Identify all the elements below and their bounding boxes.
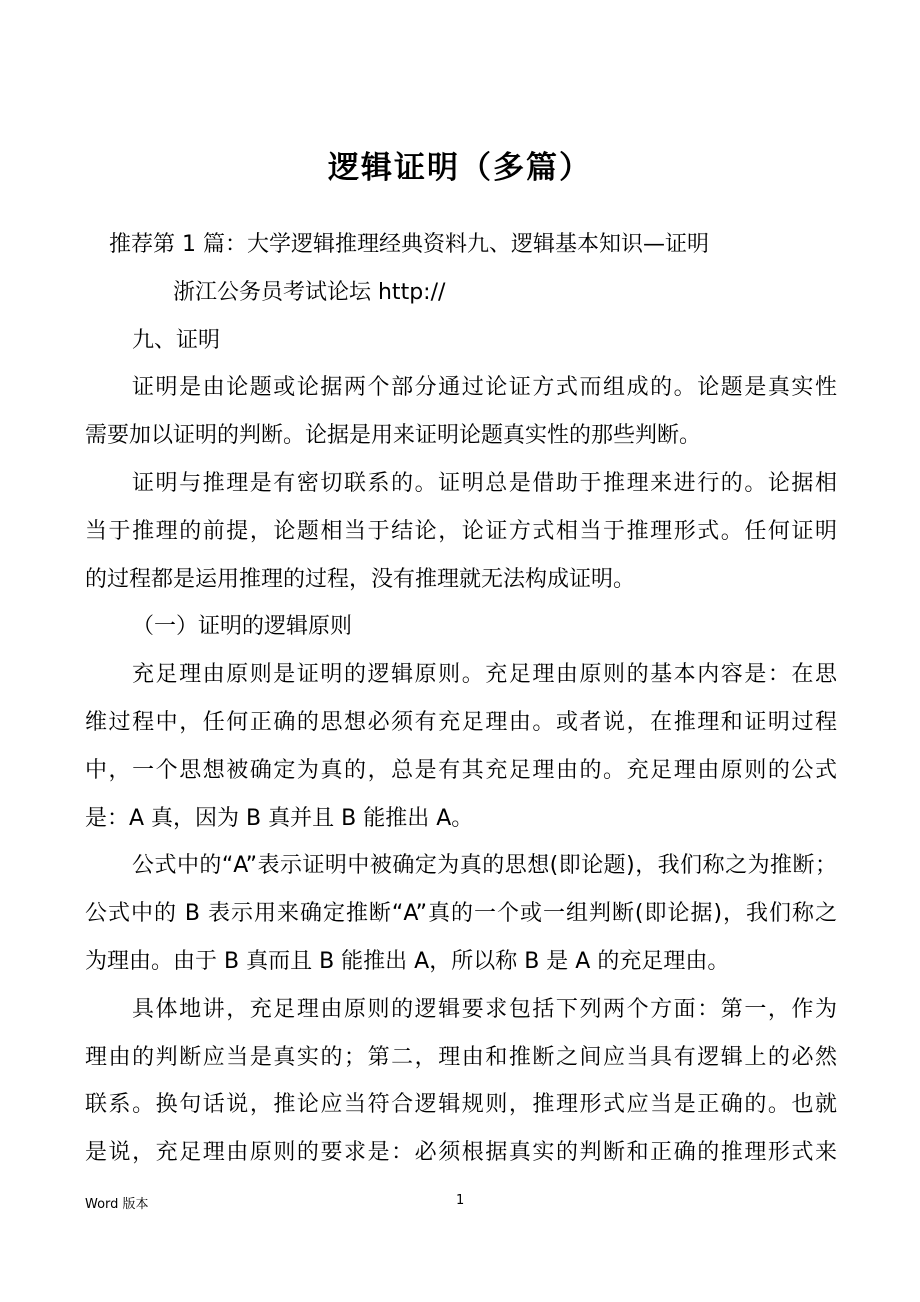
paragraph-line: 是：A 真，因为 B 真并且 B 能推出 A。: [85, 805, 474, 831]
paragraph-line: 公式中的 B 表示用来确定推断“A”真的一个或一组判断(即论据)，我们称之: [85, 901, 837, 927]
paragraph-line: 证明与推理是有密切联系的。证明总是借助于推理来进行的。论据相: [132, 470, 837, 496]
paragraph-line: 需要加以证明的判断。论据是用来证明论题真实性的那些判断。: [85, 423, 702, 449]
paragraph-line: 充足理由原则是证明的逻辑原则。充足理由原则的基本内容是：在思: [132, 662, 837, 688]
paragraph-line: 证明是由论题或论据两个部分通过论证方式而组成的。论题是真实性: [132, 375, 837, 401]
document-body: [85, 221, 837, 1177]
paragraph-line: 当于推理的前提，论题相当于结论，论证方式相当于推理形式。任何证明: [85, 518, 837, 544]
paragraph-line: 为理由。由于 B 真而且 B 能推出 A，所以称 B 是 A 的充足理由。: [85, 948, 730, 974]
paragraph-line: 具体地讲，充足理由原则的逻辑要求包括下列两个方面：第一，作为: [132, 996, 837, 1022]
subsection-heading: （一）证明的逻辑原则: [132, 614, 353, 640]
paragraph-line: 理由的判断应当是真实的；第二，理由和推断之间应当具有逻辑上的必然: [85, 1044, 837, 1070]
paragraph-line: 联系。换句话说，推论应当符合逻辑规则，推理形式应当是正确的。也就: [85, 1092, 837, 1118]
source-line: 浙江公务员考试论坛 http://: [173, 279, 446, 305]
paragraph-line: 公式中的“A”表示证明中被确定为真的思想(即论题)，我们称之为推断；: [132, 853, 837, 879]
paragraph-line: 中，一个思想被确定为真的，总是有其充足理由的。充足理由原则的公式: [85, 757, 837, 783]
page-number: 1: [456, 1193, 465, 1208]
recommend-heading: 推荐第 1 篇：大学逻辑推理经典资料九、逻辑基本知识—证明: [109, 232, 709, 257]
section-heading: 九、证明: [132, 327, 221, 353]
footer-label: Word 版本: [85, 1197, 149, 1212]
document-title: 逻辑证明（多篇）: [328, 150, 592, 186]
paragraph-line: 的过程都是运用推理的过程，没有推理就无法构成证明。: [85, 566, 636, 592]
paragraph-line: 维过程中，任何正确的思想必须有充足理由。或者说，在推理和证明过程: [85, 709, 837, 735]
paragraph-line: 是说，充足理由原则的要求是：必须根据真实的判断和正确的推理形式来: [85, 1140, 837, 1166]
